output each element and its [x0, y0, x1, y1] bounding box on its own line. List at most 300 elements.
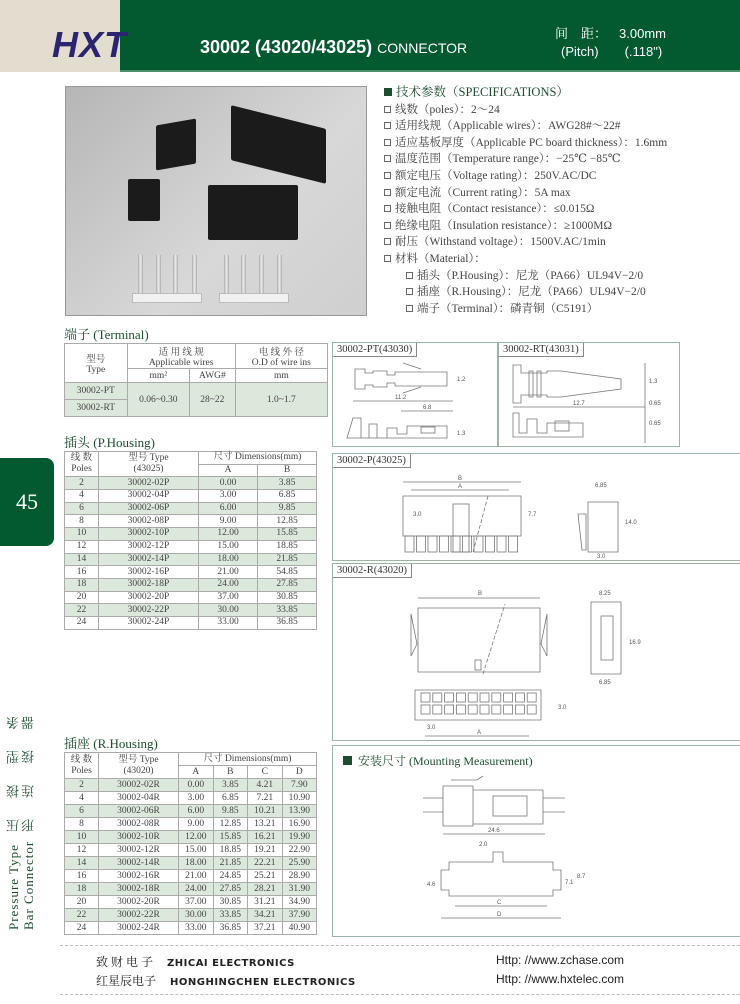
table-row: [65, 616, 317, 629]
table-cell: 12.00: [199, 528, 258, 541]
table-cell: 6: [65, 805, 99, 818]
table-cell: 33.00: [179, 922, 214, 935]
table-cell: 19.21: [248, 844, 283, 857]
table-cell: 28.21: [248, 883, 283, 896]
table-cell: 6.85: [258, 490, 317, 503]
col-od-cn: 电 线 外 径: [258, 348, 304, 358]
table-cell: 37.21: [248, 922, 283, 935]
housing-cavity: [456, 693, 465, 702]
pitch-inch: (.118"): [624, 44, 663, 59]
table-cell: 30002-22P: [99, 604, 199, 617]
table-row: [65, 515, 317, 528]
col-wires-cn: 适 用 线 规: [158, 348, 204, 358]
table-row: [65, 831, 317, 844]
brand-logo: HXT: [52, 24, 127, 65]
table-cell: 0.00: [199, 477, 258, 490]
table-cell: 13.21: [248, 818, 283, 831]
col-type-cn: 型号: [86, 355, 106, 365]
table-row: [65, 883, 317, 896]
table-cell: 36.85: [258, 616, 317, 629]
table-row: [65, 857, 317, 870]
table-cell: 20: [65, 896, 99, 909]
table-row: [65, 909, 317, 922]
dimension-label: 6.85: [595, 483, 607, 489]
connector-photo-large-receptacle: [208, 185, 298, 240]
side-text-cn: 压 接 型 条 形 连 接 器: [6, 707, 36, 833]
table-cell: 24.85: [213, 870, 248, 883]
table-header: 线 数 Poles: [65, 753, 99, 779]
housing-cavity: [515, 705, 524, 714]
table-cell: 21.85: [213, 857, 248, 870]
table-cell: 10: [65, 831, 99, 844]
table-cell: 36.85: [213, 922, 248, 935]
dimension-label: 1.3: [457, 431, 466, 437]
table-cell: 15.00: [179, 844, 214, 857]
dimension-label: 6.8: [423, 405, 432, 411]
drawing-label: 30002-R(43020): [333, 564, 412, 578]
housing-fin: [405, 536, 414, 552]
table-cell: 30002-04R: [99, 792, 179, 805]
table-cell: 24: [65, 922, 99, 935]
housing-fin: [428, 536, 437, 552]
col-type-en: Type: [86, 365, 106, 375]
table-cell: 2: [65, 779, 99, 792]
table-cell: 30002-06P: [99, 502, 199, 515]
checkbox-bullet-icon: [384, 139, 391, 146]
dimension-label: 3.0: [427, 725, 436, 731]
pitch-info: [555, 25, 666, 61]
housing-cavity: [421, 705, 430, 714]
table-cell: 33.00: [199, 616, 258, 629]
dimension-label: 11.2: [395, 395, 407, 401]
housing-cavity: [468, 693, 477, 702]
table-cell: 30002-18P: [99, 578, 199, 591]
col-mm2: mm²: [127, 369, 189, 383]
table-row: [65, 490, 317, 503]
terminal-awg: 28~22: [190, 383, 236, 417]
table-cell: 30002-16R: [99, 870, 179, 883]
square-bullet-icon: [384, 88, 392, 96]
table-cell: 25.90: [282, 857, 317, 870]
table-cell: 18.85: [258, 540, 317, 553]
spec-item: 额定电流（Current rating）：5A max: [384, 185, 724, 202]
page-title: [200, 37, 467, 58]
dimension-label: 24.6: [488, 828, 500, 834]
table-cell: 33.85: [258, 604, 317, 617]
drawing-p-housing: [332, 453, 740, 561]
dimension-label: D: [497, 912, 502, 918]
housing-cavity: [492, 693, 501, 702]
specs-heading: 技术参数（SPECIFICATIONS）: [384, 84, 724, 101]
dimension-label: C: [497, 900, 502, 906]
checkbox-bullet-icon: [384, 122, 391, 129]
table-cell: 14: [65, 553, 99, 566]
spec-item: 适应基板厚度（Applicable PC board thickness）：1.6mm: [384, 135, 724, 152]
company-1-cn: 致 财 电 子: [96, 955, 154, 969]
spec-item: 额定电压（Voltage rating）：250V.AC/DC: [384, 168, 724, 185]
table-cell: 6.00: [179, 805, 214, 818]
table-cell: 20: [65, 591, 99, 604]
product-photo: [65, 86, 367, 316]
table-cell: 3.00: [199, 490, 258, 503]
housing-fin: [497, 536, 506, 552]
company-1-en: ZHICAI ELECTRONICS: [167, 958, 295, 969]
spec-item: 材料（Material）：: [384, 251, 724, 268]
website-link-1[interactable]: Http: //www.zchase.com: [496, 953, 625, 967]
table-cell: 15.85: [258, 528, 317, 541]
table-cell: 30002-10R: [99, 831, 179, 844]
table-cell: 30002-02R: [99, 779, 179, 792]
table-cell: 18.00: [179, 857, 214, 870]
table-cell: 12.85: [213, 818, 248, 831]
housing-cavity: [421, 693, 430, 702]
table-cell: 28.90: [282, 870, 317, 883]
table-cell: 24.00: [179, 883, 214, 896]
company-2: [96, 972, 356, 989]
table-cell: 22: [65, 909, 99, 922]
side-text-en: Pressure Type Bar Connector: [6, 840, 36, 930]
checkbox-bullet-icon: [384, 189, 391, 196]
drawing-pt-terminal: [332, 342, 498, 447]
p-housing-section-title: 插头 (P.Housing): [64, 435, 156, 450]
table-cell: 31.21: [248, 896, 283, 909]
table-cell: 37.00: [179, 896, 214, 909]
dimension-label: B: [478, 591, 483, 597]
table-header: D: [282, 766, 317, 779]
footer: [60, 945, 740, 995]
connector-photo-large-plug: [231, 105, 326, 184]
p-housing-table: [64, 451, 317, 630]
dimension-label: 3.0: [413, 512, 422, 518]
specifications: [384, 84, 724, 317]
table-row: [65, 844, 317, 857]
r-housing-table: [64, 752, 317, 935]
table-cell: 12: [65, 844, 99, 857]
company-1: [96, 953, 295, 970]
table-row: [65, 553, 317, 566]
table-cell: 30002-12P: [99, 540, 199, 553]
website-link-2[interactable]: Http: //www.hxtelec.com: [496, 972, 625, 986]
terminal-type: 30002-RT: [65, 400, 128, 417]
dimension-label: 3.0: [558, 705, 567, 711]
table-cell: 30002-24P: [99, 616, 199, 629]
connector-photo-small-receptacle: [128, 179, 160, 221]
checkbox-bullet-icon: [384, 222, 391, 229]
table-cell: 30002-06R: [99, 805, 179, 818]
table-cell: 21.00: [179, 870, 214, 883]
table-cell: 16.90: [282, 818, 317, 831]
table-cell: 9.00: [179, 818, 214, 831]
drawing-r-housing: [332, 563, 740, 741]
pitch-label: (Pitch): [561, 44, 599, 59]
table-cell: 6.85: [213, 792, 248, 805]
table-header: [235, 344, 327, 369]
table-cell: 21.85: [258, 553, 317, 566]
table-cell: 7.21: [248, 792, 283, 805]
r-housing-section-title: 插座 (R.Housing): [64, 736, 158, 751]
table-row: [65, 870, 317, 883]
terminal-od: 1.0~1.7: [235, 383, 327, 417]
table-cell: 2: [65, 477, 99, 490]
dimension-label: 2.0: [479, 842, 488, 848]
checkbox-bullet-icon: [406, 305, 413, 312]
housing-fin: [486, 536, 495, 552]
table-cell: 30.85: [258, 591, 317, 604]
table-header: B: [213, 766, 248, 779]
table-header: 尺寸 Dimensions(mm): [179, 753, 317, 766]
table-cell: 9.85: [213, 805, 248, 818]
table-cell: 30002-14P: [99, 553, 199, 566]
table-cell: 4: [65, 792, 99, 805]
table-cell: 30.85: [213, 896, 248, 909]
drawing-mounting: [332, 745, 740, 937]
table-cell: 34.90: [282, 896, 317, 909]
table-cell: 9.85: [258, 502, 317, 515]
table-cell: 19.90: [282, 831, 317, 844]
table-cell: 30002-22R: [99, 909, 179, 922]
table-row: [65, 502, 317, 515]
table-cell: 10.21: [248, 805, 283, 818]
table-cell: 30002-10P: [99, 528, 199, 541]
table-cell: 30002-16P: [99, 566, 199, 579]
table-cell: 18.00: [199, 553, 258, 566]
col-wires-en: Applicable wires: [148, 358, 214, 368]
housing-fin: [509, 536, 518, 552]
table-cell: 24.00: [199, 578, 258, 591]
table-cell: 54.85: [258, 566, 317, 579]
dimension-label: 3.0: [597, 554, 606, 560]
housing-cavity: [480, 705, 489, 714]
table-cell: 30002-20P: [99, 591, 199, 604]
table-row: [65, 477, 317, 490]
drawing-label: 30002-PT(43030): [333, 343, 417, 357]
spec-item: 适用线规（Applicable wires）：AWG28#～22#: [384, 118, 724, 135]
housing-cavity: [504, 693, 513, 702]
table-cell: 30002-12R: [99, 844, 179, 857]
table-header: A: [179, 766, 214, 779]
pitch-mm: 3.00mm: [619, 26, 666, 41]
housing-cavity: [456, 705, 465, 714]
table-cell: 30002-08R: [99, 818, 179, 831]
table-header: 型号 Type (43020): [99, 753, 179, 779]
table-header: [127, 344, 235, 369]
table-row: [65, 779, 317, 792]
table-cell: 40.90: [282, 922, 317, 935]
table-cell: 3.85: [258, 477, 317, 490]
table-row: [65, 578, 317, 591]
checkbox-bullet-icon: [384, 155, 391, 162]
table-cell: 21.00: [199, 566, 258, 579]
title-connector: CONNECTOR: [377, 40, 468, 56]
housing-cavity: [480, 693, 489, 702]
table-row: [65, 591, 317, 604]
dimension-label: B: [458, 476, 463, 482]
table-cell: 33.85: [213, 909, 248, 922]
table-header: C: [248, 766, 283, 779]
table-cell: 30002-24R: [99, 922, 179, 935]
spec-material-item: 端子（Terminal）：磷青铜（C5191）: [406, 301, 724, 318]
dimension-label: 8.25: [599, 591, 611, 597]
housing-fin: [417, 536, 426, 552]
table-row: [65, 896, 317, 909]
housing-cavity: [527, 693, 536, 702]
page-number-tab: 45: [0, 458, 54, 546]
table-cell: 25.21: [248, 870, 283, 883]
table-cell: 8: [65, 515, 99, 528]
table-cell: 14: [65, 857, 99, 870]
table-cell: 6.00: [199, 502, 258, 515]
dimension-label: 12.7: [573, 401, 585, 407]
table-cell: 9.00: [199, 515, 258, 528]
spec-item: 绝缘电阻（Insulation resistance）：≥1000MΩ: [384, 218, 724, 235]
table-cell: 6: [65, 502, 99, 515]
table-cell: 8: [65, 818, 99, 831]
dimension-label: 1.2: [457, 377, 466, 383]
housing-cavity: [492, 705, 501, 714]
table-row: [65, 540, 317, 553]
spec-item: 耐压（Withstand voltage）：1500V.AC/1min: [384, 234, 724, 251]
dimension-label: 14.0: [625, 520, 637, 526]
checkbox-bullet-icon: [384, 172, 391, 179]
table-cell: 4: [65, 490, 99, 503]
table-row: [65, 922, 317, 935]
col-mm: mm: [235, 369, 327, 383]
table-cell: 0.00: [179, 779, 214, 792]
checkbox-bullet-icon: [384, 238, 391, 245]
table-cell: 30002-14R: [99, 857, 179, 870]
housing-fin: [463, 536, 472, 552]
table-header: B: [258, 464, 317, 477]
terminal-table: [64, 343, 328, 417]
checkbox-bullet-icon: [384, 255, 391, 262]
table-cell: 16.21: [248, 831, 283, 844]
housing-cavity: [433, 705, 442, 714]
checkbox-bullet-icon: [406, 288, 413, 295]
dimension-label: 4.6: [427, 882, 436, 888]
table-cell: 7.90: [282, 779, 317, 792]
terminal-type: 30002-PT: [65, 383, 128, 400]
housing-cavity: [504, 705, 513, 714]
spec-item: 线数（poles）：2～24: [384, 102, 724, 119]
housing-cavity: [445, 693, 454, 702]
spec-material-item: 插头（P.Housing）：尼龙（PA66）UL94V−2/0: [406, 268, 724, 285]
spec-item: 接触电阻（Contact resistance）：≤0.015Ω: [384, 201, 724, 218]
dimension-label: 7.1: [565, 880, 574, 886]
table-cell: 3.85: [213, 779, 248, 792]
checkbox-bullet-icon: [384, 106, 391, 113]
table-header: A: [199, 464, 258, 477]
table-cell: 13.90: [282, 805, 317, 818]
housing-cavity: [433, 693, 442, 702]
table-cell: 30002-20R: [99, 896, 179, 909]
table-header: 型号 Type (43025): [99, 452, 199, 477]
table-row: [65, 604, 317, 617]
table-header: 尺寸 Dimensions(mm): [199, 452, 317, 465]
table-cell: 31.90: [282, 883, 317, 896]
table-cell: 24: [65, 616, 99, 629]
connector-photo-small-plug: [156, 118, 196, 170]
table-cell: 30002-18R: [99, 883, 179, 896]
dimension-label: 0.65: [649, 401, 661, 407]
title-part-number: 30002 (43020/43025): [200, 37, 373, 57]
dimension-label: 7.7: [528, 512, 537, 518]
table-cell: 30002-04P: [99, 490, 199, 503]
housing-fin: [451, 536, 460, 552]
table-cell: 18: [65, 883, 99, 896]
table-cell: 37.90: [282, 909, 317, 922]
table-row: [65, 528, 317, 541]
pitch-cn: 间 距：: [555, 26, 608, 41]
checkbox-bullet-icon: [406, 272, 413, 279]
dimension-label: 1.3: [649, 379, 658, 385]
housing-fin: [440, 536, 449, 552]
table-cell: 16: [65, 566, 99, 579]
table-cell: 27.85: [258, 578, 317, 591]
dimension-label: A: [458, 484, 463, 490]
housing-cavity: [515, 693, 524, 702]
housing-cavity: [468, 705, 477, 714]
col-awg: AWG#: [190, 369, 236, 383]
table-cell: 22.21: [248, 857, 283, 870]
dimension-label: 16.9: [629, 640, 641, 646]
table-cell: 12: [65, 540, 99, 553]
table-cell: 12.00: [179, 831, 214, 844]
company-2-en: HONGHINGCHEN ELECTRONICS: [170, 977, 356, 988]
table-cell: 30002-08P: [99, 515, 199, 528]
table-cell: 3.00: [179, 792, 214, 805]
dimension-label: 6.85: [599, 680, 611, 686]
table-header: 线 数 Poles: [65, 452, 99, 477]
table-row: [65, 566, 317, 579]
table-cell: 30.00: [199, 604, 258, 617]
spec-material-item: 插座（R.Housing）：尼龙（PA66）UL94V−2/0: [406, 284, 724, 301]
table-cell: 30002-02P: [99, 477, 199, 490]
mounting-title: 安装尺寸 (Mounting Measurement): [343, 752, 533, 769]
table-cell: 18: [65, 578, 99, 591]
drawing-label: 30002-RT(43031): [499, 343, 584, 357]
table-cell: 10.90: [282, 792, 317, 805]
table-cell: 34.21: [248, 909, 283, 922]
housing-cavity: [527, 705, 536, 714]
terminal-mm2: 0.06~0.30: [127, 383, 189, 417]
table-cell: 15.00: [199, 540, 258, 553]
table-cell: 22: [65, 604, 99, 617]
table-cell: 22.90: [282, 844, 317, 857]
col-od-en: O.D of wire ins: [251, 358, 311, 368]
table-cell: 27.85: [213, 883, 248, 896]
table-row: [65, 792, 317, 805]
table-cell: 4.21: [248, 779, 283, 792]
drawing-label: 30002-P(43025): [333, 454, 411, 468]
housing-cavity: [445, 705, 454, 714]
dimension-label: 8.7: [577, 874, 586, 880]
dimension-label: A: [477, 730, 482, 736]
company-2-cn: 红星辰电子: [96, 974, 157, 988]
table-row: [65, 805, 317, 818]
table-cell: 18.85: [213, 844, 248, 857]
table-cell: 10: [65, 528, 99, 541]
terminal-section-title: 端子 (Terminal): [64, 327, 149, 342]
drawing-rt-terminal: [498, 342, 680, 447]
table-cell: 37.00: [199, 591, 258, 604]
table-row: [65, 818, 317, 831]
table-cell: 16: [65, 870, 99, 883]
spec-item: 温度范围（Temperature range）：−25℃ −85℃: [384, 151, 724, 168]
table-cell: 30.00: [179, 909, 214, 922]
table-header: [65, 344, 128, 383]
checkbox-bullet-icon: [384, 205, 391, 212]
dimension-label: 0.65: [649, 421, 661, 427]
